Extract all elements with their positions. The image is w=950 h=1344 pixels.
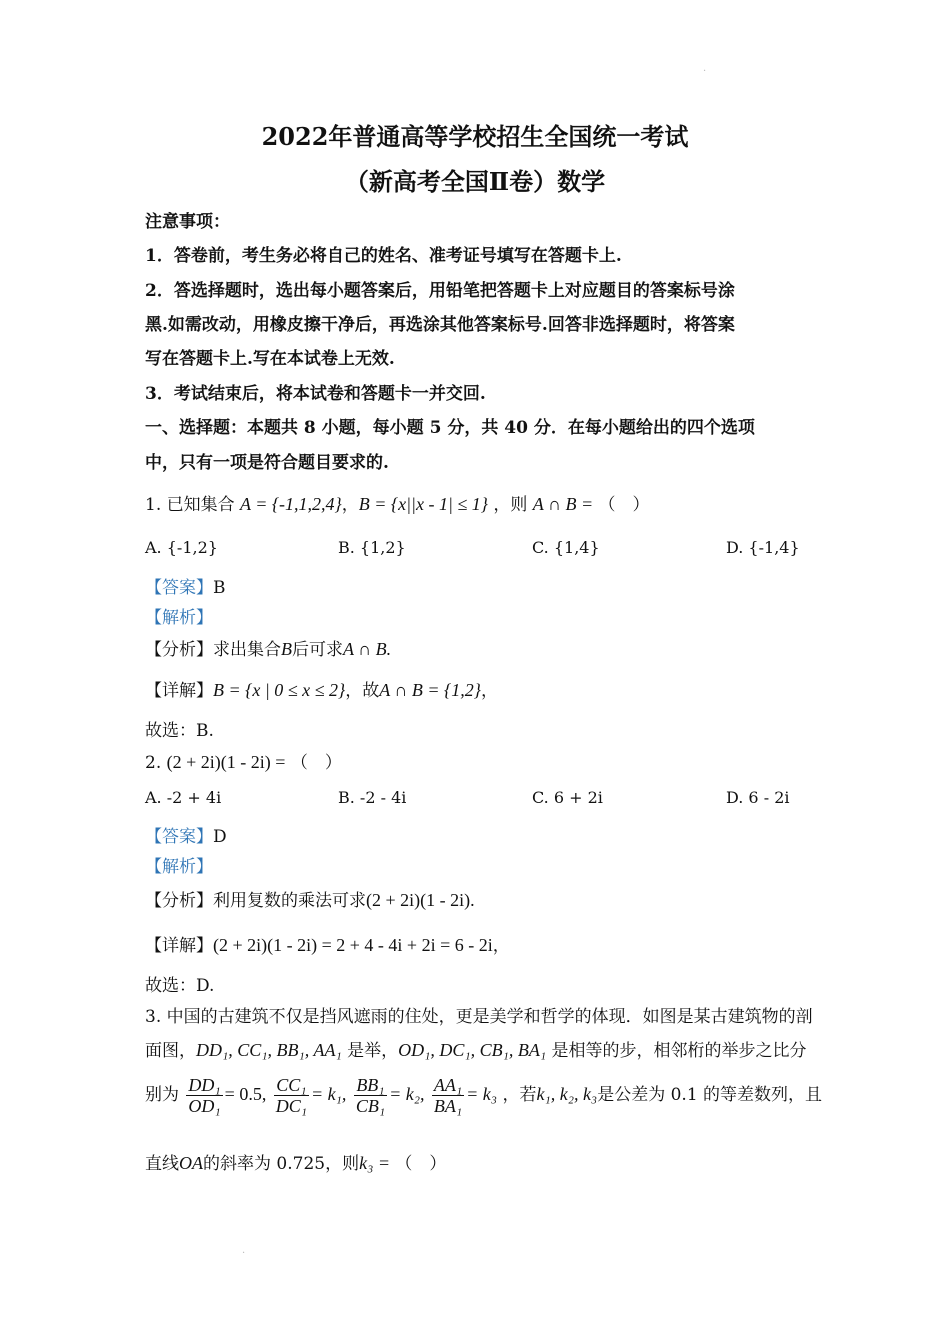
question-1-choice (145, 716, 214, 741)
xiangjie-expr: (2 + 2i)(1 - 2i) = 2 + 4 - 4i + 2i = 6 - 2i (213, 935, 493, 955)
equation-3: = k₂, (389, 1084, 425, 1104)
fenxi-text: 利用复数的乘法可求 (213, 891, 366, 911)
q3-k-list: k₁, k₂, k₃ (536, 1084, 598, 1104)
notice-item-3: 3．考试结束后，将本试卷和答题卡一并交回. (145, 384, 486, 404)
question-1-sep: ， (341, 495, 359, 515)
fraction-4 (432, 1075, 464, 1116)
section-heading-line-2: 中，只有一项是符合题目要求的. (145, 453, 389, 473)
fenxi-text-2: 后可求 (292, 640, 343, 660)
fraction-2-numerator: CC₁ (274, 1075, 309, 1096)
question-1-prefix: 1. 已知集合 (145, 495, 235, 515)
question-3-line-3 (145, 1075, 822, 1116)
equation-1: = 0.5, (224, 1084, 267, 1104)
question-1-detail (145, 676, 498, 701)
answer-value: B (213, 578, 226, 598)
q3-k3: k₃ = (359, 1153, 390, 1173)
fenxi-label: 【分析】 (145, 891, 213, 911)
q3-text-c: 是相等的步，相邻桁的举步之比分 (551, 1041, 807, 1061)
question-2-jiexi-label: 【解析】 (145, 857, 213, 877)
answer-label: 【答案】 (145, 827, 213, 847)
answer-value: D (213, 827, 227, 847)
question-2-prefix: 2. (145, 753, 162, 773)
xiangjie-expr: B = {x | 0 ≤ x ≤ 2} (213, 680, 346, 700)
q3-text-dengcha: 是公差为 0.1 的等差数列，且 (597, 1085, 823, 1105)
q3-bu-list: OD₁, DC₁, CB₁, BA₁ (398, 1040, 547, 1060)
q3-line-oa: OA (179, 1153, 203, 1173)
exam-title: 2022年普通高等学校招生全国统一考试 (261, 122, 689, 151)
xiangjie-label: 【详解】 (145, 936, 213, 956)
guxuan-value: D. (196, 976, 215, 996)
fraction-4-numerator: AA₁ (433, 1075, 463, 1095)
question-2-detail (145, 931, 510, 956)
xiangjie-label: 【详解】 (145, 681, 213, 701)
question-1-expr: A ∩ B = (532, 494, 594, 514)
q3-text-slope: 的斜率为 0.725，则 (203, 1154, 360, 1174)
question-2-answer (145, 822, 227, 847)
fraction-3 (354, 1075, 387, 1116)
question-3-line-2 (145, 1036, 807, 1061)
xiangjie-end: ， (492, 936, 510, 956)
question-1-option-c: C. {1,4} (532, 538, 600, 557)
q3-text-a: 面图， (145, 1041, 196, 1061)
question-1-option-a: A. {-1,2} (145, 538, 218, 557)
q3-text-b: 是举， (347, 1041, 399, 1061)
fraction-1-denominator: OD₁ (188, 1096, 221, 1116)
section-heading-line-1: 一、选择题：本题共 8 小题，每小题 5 分，共 40 分．在每小题给出的四个选项 (145, 418, 755, 438)
question-1-stem (145, 490, 650, 515)
notice-item-2-line-1: 2．答选择题时，选出每小题答案后，用铅笔把答题卡上对应题目的答案标号涂 (145, 281, 735, 301)
question-1-set-b: B = {x||x - 1| ≤ 1} (358, 494, 488, 514)
question-1-then: ，则 (493, 495, 528, 515)
exam-subtitle: （新高考全国Ⅱ卷）数学 (344, 167, 606, 196)
fenxi-set-b: B (281, 639, 292, 659)
question-3-line-4 (145, 1149, 446, 1174)
xiangjie-end: ， (480, 681, 498, 701)
guxuan-value: B. (196, 721, 214, 741)
fenxi-expr: (2 + 2i)(1 - 2i). (366, 890, 475, 910)
xiangjie-expr-2: A ∩ B = {1,2} (379, 680, 481, 700)
question-1-option-d: D. {-1,4} (726, 538, 800, 557)
equation-2: = k₁, (311, 1084, 347, 1104)
q3-ju-list: DD₁, CC₁, BB₁, AA₁ (196, 1040, 342, 1060)
question-2-analysis (145, 886, 475, 911)
fraction-3-numerator: BB₁ (354, 1075, 387, 1096)
guxuan-label: 故选： (145, 976, 196, 996)
notice-heading: 注意事项： (145, 212, 230, 232)
question-1-jiexi-label: 【解析】 (145, 608, 213, 628)
question-2-stem (145, 748, 342, 773)
fraction-1 (186, 1075, 222, 1116)
q3-text-ruo: ，若 (502, 1085, 537, 1105)
q3-text-zhixian: 直线 (145, 1154, 179, 1174)
question-2-option-c: C. 6 + 2i (532, 788, 603, 807)
question-2-choice (145, 971, 214, 996)
q3-text-bie: 别为 (145, 1085, 179, 1105)
fraction-2 (274, 1075, 309, 1116)
fraction-4-denominator: BA₁ (433, 1096, 463, 1116)
question-2-option-b: B. -2 - 4i (338, 788, 407, 807)
scan-mark: · (703, 66, 707, 77)
question-2-option-d: D. 6 - 2i (726, 788, 790, 807)
scan-mark: · (242, 1248, 246, 1259)
question-3-line-1: 3. 中国的古建筑不仅是挡风遮雨的住处，更是美学和哲学的体现．如图是某古建筑物的剖 (145, 1007, 813, 1027)
notice-item-2-line-2: 黑.如需改动，用橡皮擦干净后，再选涂其他答案标号.回答非选择题时，将答案 (145, 315, 735, 335)
guxuan-label: 故选： (145, 721, 196, 741)
question-1-answer (145, 573, 226, 598)
fenxi-expr: A ∩ B. (343, 639, 392, 659)
question-1-paren: （ ） (598, 495, 650, 515)
q3-paren: （ ） (395, 1154, 447, 1174)
question-1-set-a: A = {-1,1,2,4} (240, 494, 342, 514)
question-2-option-a: A. -2 + 4i (145, 788, 222, 807)
notice-item-1: 1．答卷前，考生务必将自己的姓名、准考证号填写在答题卡上. (145, 246, 622, 266)
xiangjie-text: ，故 (345, 681, 380, 701)
equation-4: = k₃ (466, 1084, 498, 1104)
fraction-2-denominator: DC₁ (275, 1096, 307, 1116)
question-2-expr: (2 + 2i)(1 - 2i) = (166, 752, 286, 772)
fenxi-text: 求出集合 (213, 640, 281, 660)
fraction-3-denominator: CB₁ (355, 1096, 386, 1116)
fenxi-label: 【分析】 (145, 640, 213, 660)
fraction-1-numerator: DD₁ (188, 1075, 221, 1095)
answer-label: 【答案】 (145, 578, 213, 598)
notice-item-2-line-3: 写在答题卡上.写在本试卷上无效. (145, 349, 395, 369)
question-2-paren: （ ） (290, 753, 342, 773)
question-1-analysis (145, 635, 391, 660)
question-1-option-b: B. {1,2} (338, 538, 406, 557)
